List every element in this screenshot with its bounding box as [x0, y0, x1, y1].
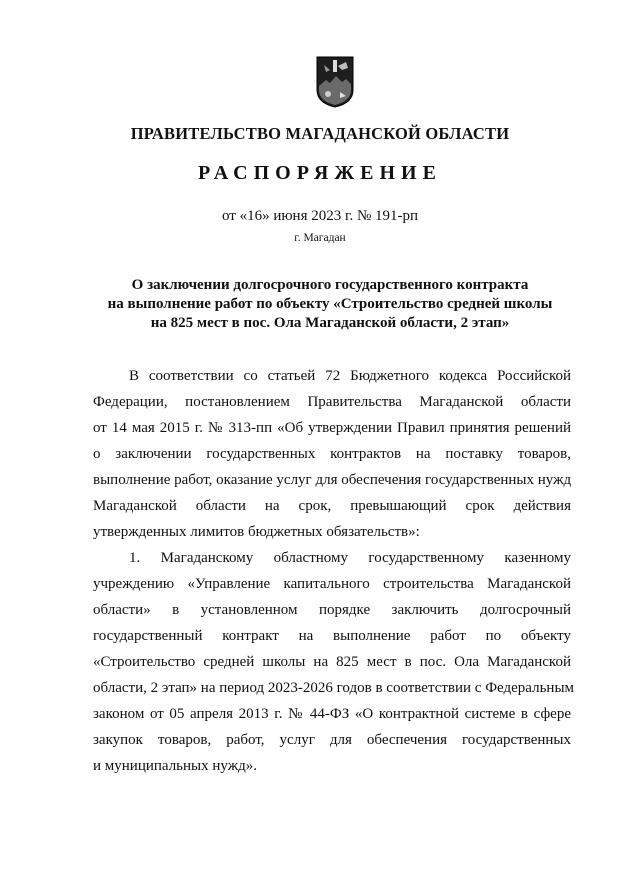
paragraph-line: от 14 мая 2015 г. № 313-пп «Об утверждении Правил принятия решений [93, 420, 571, 436]
paragraph-line: о заключении государственных контрактов на поставку товаров, [93, 446, 571, 462]
document-type: РАСПОРЯЖЕНИЕ [198, 162, 442, 184]
paragraph-line: В соответствии со статьей 72 Бюджетного кодекса Российской [129, 368, 571, 384]
city: г. Магадан [294, 232, 346, 244]
paragraph-line: государственный контракт на выполнение работ по объекту [93, 628, 571, 644]
paragraph-line: «Строительство средней школы на 825 мест в пос. Ола Магаданской [93, 654, 571, 670]
body-paragraph-1 [93, 363, 571, 545]
paragraph-line: законом от 05 апреля 2013 г. № 44-ФЗ «О контрактной системе в сфере [93, 706, 571, 722]
paragraph-line: учреждению «Управление капитального строительства Магаданской [93, 576, 571, 592]
magadan-coat-of-arms-icon [316, 56, 354, 108]
paragraph-line: области, 2 этап» на период 2023-2026 годов в соответствии с Федеральным [93, 680, 575, 696]
paragraph-line: и муниципальных нужд». [93, 758, 257, 774]
date-and-number: от «16» июня 2023 г. № 191-рп [221, 208, 419, 224]
organization-name: ПРАВИТЕЛЬСТВО МАГАДАНСКОЙ ОБЛАСТИ [130, 124, 510, 143]
subject-line: О заключении долгосрочного государственного контракта [131, 277, 529, 293]
paragraph-line: 1. Магаданскому областному государственному казенному [129, 550, 571, 566]
subject-line: на 825 мест в пос. Ола Магаданской области, 2 этап» [150, 315, 510, 331]
paragraph-line: утвержденных лимитов бюджетных обязательств»: [93, 524, 420, 540]
paragraph-line: выполнение работ, оказание услуг для обеспечения государственных нужд [93, 472, 572, 488]
paragraph-line: области» в установленном порядке заключить долгосрочный [93, 602, 571, 618]
document-subject [80, 276, 580, 333]
paragraph-line: закупок товаров, работ, услуг для обеспечения государственных [93, 732, 571, 748]
body-paragraph-2 [93, 545, 575, 779]
coat-of-arms-emblem [316, 56, 354, 108]
paragraph-line: Федерации, постановлением Правительства Магаданской области [93, 394, 571, 410]
paragraph-line: Магаданской области на срок, превышающий срок действия [93, 498, 571, 514]
subject-line: на выполнение работ по объекту «Строительство средней школы [107, 296, 553, 312]
